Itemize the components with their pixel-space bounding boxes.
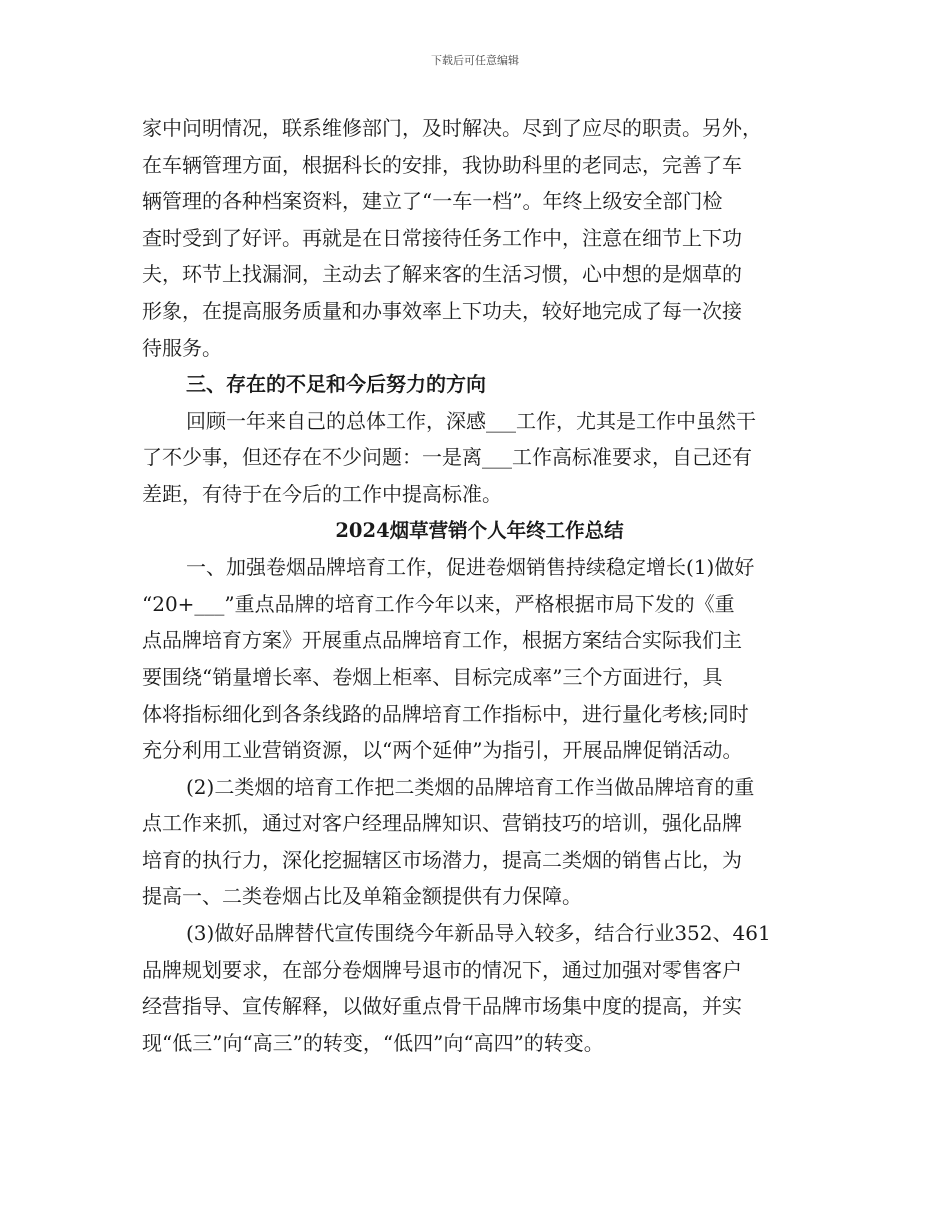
text-line: 现“低三”向“高三”的转变，“低四”向“高四”的转变。 bbox=[142, 1030, 604, 1055]
text-line: 家中问明情况，联系维修部门，及时解决。尽到了应尽的职责。另外， bbox=[142, 116, 762, 140]
text-line: 品牌规划要求，在部分卷烟牌号退市的情况下，通过加强对零售客户 bbox=[142, 957, 742, 982]
text-line: 差距，有待于在今后的工作中提高标准。 bbox=[142, 481, 502, 506]
text-line: 查时受到了好评。再就是在日常接待任务工作中，注意在细节上下功 bbox=[142, 225, 742, 250]
document-body bbox=[142, 110, 817, 1061]
text-line: 一、加强卷烟品牌培育工作，促进卷烟销售持续稳定增长(1)做好 bbox=[186, 555, 755, 580]
text-line: 要围绕“销量增长率、卷烟上柜率、目标完成率”三个方面进行，具 bbox=[142, 664, 723, 689]
text-line: 了不少事，但还存在不少问题：一是离___工作高标准要求，自己还有 bbox=[142, 445, 752, 470]
text-line: 体将指标细化到各条线路的品牌培育工作指标中，进行量化考核;同时 bbox=[142, 701, 749, 726]
text-line: 回顾一年来自己的总体工作，深感___工作，尤其是工作中虽然干 bbox=[186, 408, 756, 433]
text-line: 点品牌培育方案》开展重点品牌培育工作，根据方案结合实际我们主 bbox=[142, 628, 742, 653]
text-line: 形象，在提高服务质量和办事效率上下功夫，较好地完成了每一次接 bbox=[142, 298, 742, 323]
text-line: 夫，环节上找漏洞，主动去了解来客的生活习惯，心中想的是烟草的 bbox=[142, 262, 742, 287]
text-line: 提高一、二类卷烟占比及单箱金额提供有力保障。 bbox=[142, 884, 582, 909]
text-line: (3)做好品牌替代宣传围绕今年新品导入较多，结合行业352、461 bbox=[186, 921, 771, 946]
text-line: “20+___”重点品牌的培育工作今年以来，严格根据市局下发的《重 bbox=[142, 591, 735, 616]
text-line: 待服务。 bbox=[142, 335, 222, 360]
text-line: 培育的执行力，深化挖掘辖区市场潜力，提高二类烟的销售占比，为 bbox=[142, 847, 742, 872]
page-header: 下载后可任意编辑 bbox=[431, 54, 519, 67]
section-title: 2024烟草营销个人年终工作总结 bbox=[335, 518, 624, 542]
text-line: 经营指导、宣传解释，以做好重点骨干品牌市场集中度的提高，并实 bbox=[142, 994, 742, 1019]
text-line: (2)二类烟的培育工作把二类烟的品牌培育工作当做品牌培育的重 bbox=[186, 774, 755, 799]
text-line: 充分利用工业营销资源，以“两个延伸”为指引，开展品牌促销活动。 bbox=[142, 738, 743, 763]
text-line: 点工作来抓，通过对客户经理品牌知识、营销技巧的培训，强化品牌 bbox=[142, 811, 742, 836]
text-line: 在车辆管理方面，根据科长的安排，我协助科里的老同志，完善了车 bbox=[142, 152, 742, 177]
text-line: 辆管理的各种档案资料，建立了“一车一档”。年终上级安全部门检 bbox=[142, 189, 723, 214]
section-heading: 三、存在的不足和今后努力的方向 bbox=[186, 372, 486, 397]
